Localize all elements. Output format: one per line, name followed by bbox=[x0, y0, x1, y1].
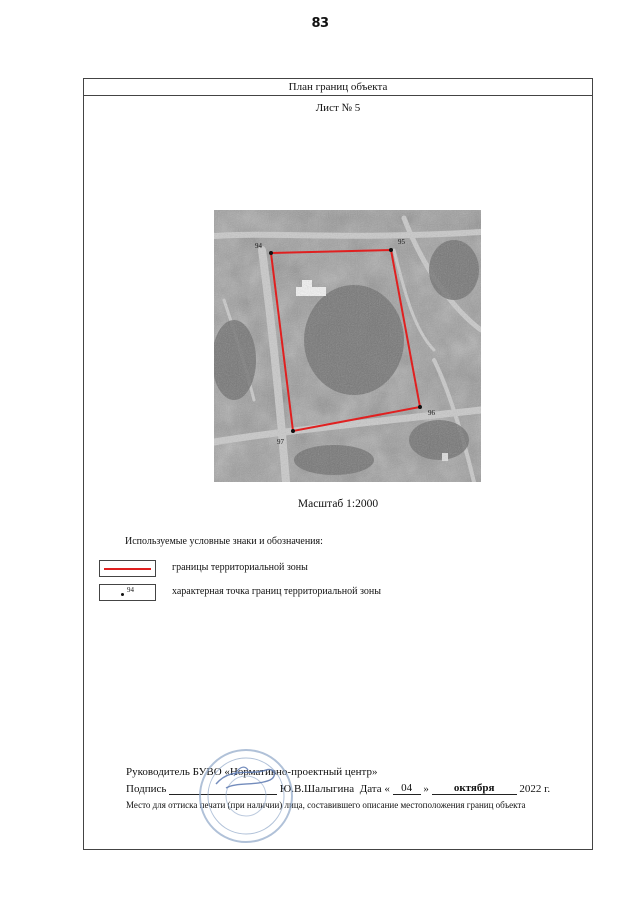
legend-point-label: 94 bbox=[127, 586, 134, 594]
date-label: Дата « bbox=[359, 783, 390, 795]
legend-point-text: характерная точка границ территориальной зоны bbox=[172, 586, 381, 597]
legend-line-symbol bbox=[99, 560, 156, 577]
sign-label: Подпись bbox=[126, 783, 167, 795]
signature-head: Руководитель БУВО «Нормативно-проектный центр» bbox=[126, 766, 378, 778]
point-label-96: 96 bbox=[428, 409, 435, 417]
point-marker-icon bbox=[121, 593, 124, 596]
scale-label: Масштаб 1:2000 bbox=[297, 498, 379, 510]
aerial-map bbox=[214, 210, 481, 482]
date-year: 2022 г. bbox=[519, 783, 551, 795]
map-image bbox=[214, 210, 481, 482]
signature-line bbox=[126, 782, 550, 795]
stamp-note: Место для оттиска печати (при наличии) лица, составившего описание местоположения границ объекта bbox=[126, 800, 526, 810]
date-day: 04 bbox=[393, 782, 421, 795]
date-quote-close: » bbox=[423, 783, 429, 795]
red-boundary-line-icon bbox=[104, 568, 151, 570]
document-frame bbox=[83, 78, 593, 850]
date-month: октября bbox=[432, 782, 517, 795]
point-label-97: 97 bbox=[277, 438, 284, 446]
point-label-95: 95 bbox=[398, 238, 405, 246]
legend-point-symbol bbox=[99, 584, 156, 601]
sheet-number: Лист № 5 bbox=[315, 102, 361, 114]
signature-field bbox=[169, 782, 277, 795]
frame-title: План границ объекта bbox=[84, 79, 592, 96]
legend-heading: Используемые условные знаки и обозначения: bbox=[125, 536, 323, 547]
page-number: 83 bbox=[311, 16, 329, 31]
point-label-94: 94 bbox=[255, 242, 262, 250]
legend-line-text: границы территориальной зоны bbox=[172, 562, 308, 573]
seal-stamp-icon bbox=[196, 746, 296, 846]
signer-name: Ю.В.Шалыгина bbox=[279, 783, 355, 795]
